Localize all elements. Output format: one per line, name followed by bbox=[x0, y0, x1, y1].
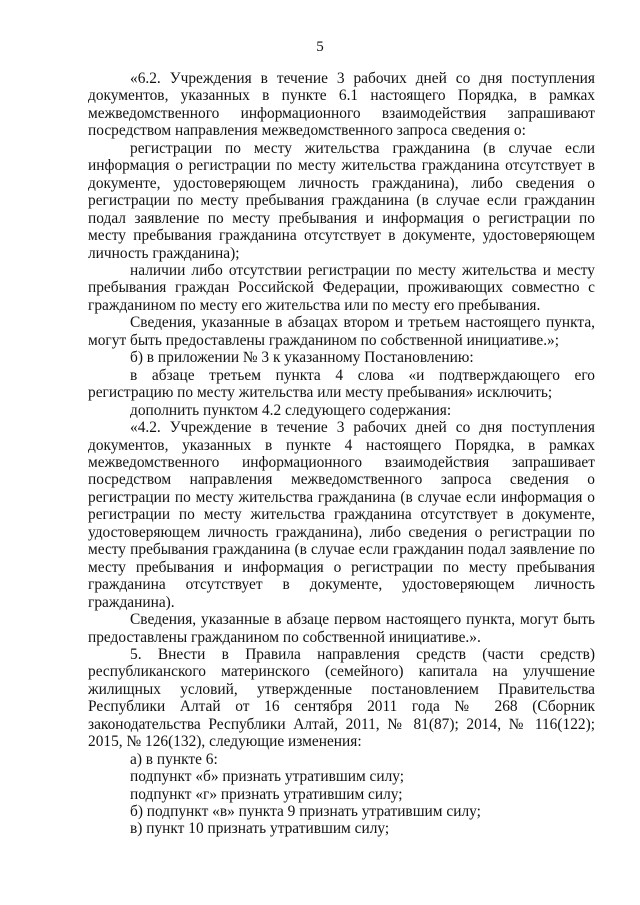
paragraph-6-2: «6.2. Учреждения в течение 3 рабочих дней со дня поступления документов, указанных в пункте 6.1 настоящего Порядка, в рамках межведомственного информационного взаимодействия запрашивают посредством направления межведомственного запроса сведения о: bbox=[88, 70, 595, 140]
paragraph-subitem-g-void: подпункт «г» признать утратившим силу; bbox=[130, 785, 403, 803]
paragraph-subitem-v-item-10: в) пункт 10 признать утратившим силу; bbox=[130, 820, 390, 838]
paragraph-own-initiative: Сведения, указанные в абзацах втором и третьем настоящего пункта, могут быть предоставлены гражданином по собственной инициативе.»; bbox=[88, 314, 595, 349]
paragraph-4-2: «4.2. Учреждение в течение 3 рабочих дней со дня поступления документов, указанных в пункте 4 настоящего Порядка, в рамках межведомственного информационного взаимодействия запрашивает посредством направления межведомственного запроса сведения о регистрации по месту жительства гражданина (в случае если информация о регистрации по месту жительства гражданина отсутствует в документе, удостоверяющем личность гражданина), либо сведения о регистрации по месту пребывания гражданина (в случае если гражданин подал заявление по месту пребывания и информация о регистрации по месту пребывания гражданина отсутствует в документе, удостоверяющем личность гражданина). bbox=[88, 419, 595, 611]
paragraph-residence-registration: регистрации по месту жительства гражданина (в случае если информация о регистрации по месту жительства гражданина отсутствует в документе, удостоверяющем личность гражданина), либо сведения о регистрации по месту пребывания гражданина (в случае если гражданин подал заявление по месту пребывания и информация о регистрации по месту пребывания гражданина отсутствует в документе, удостоверяющем личность гражданина); bbox=[88, 139, 595, 262]
document-body bbox=[88, 70, 595, 838]
paragraph-subitem-a: а) в пункте 6: bbox=[130, 750, 218, 768]
page-number: 5 bbox=[316, 39, 324, 55]
paragraph-item-5: 5. Внести в Правила направления средств (части средств) республиканского материнского (семейного) капитала на улучшение жилищных условий, утвержденные постановлением Правительства Республики Алтай от 16 сентября 2011 года № 268 (Сборник законодательства Республики Алтай, 2011, № 81(87); 2014, № 116(122); 2015, № 126(132), следующие изменения: bbox=[88, 645, 595, 751]
paragraph-appendix-3: б) в приложении № 3 к указанному Постановлению: bbox=[130, 349, 474, 367]
paragraph-item-4-words: в абзаце третьем пункта 4 слова «и подтверждающего его регистрацию по месту жительства или месту пребывания» исключить; bbox=[88, 366, 595, 402]
paragraph-add-4-2: дополнить пунктом 4.2 следующего содержания: bbox=[130, 401, 452, 419]
paragraph-cohabitation-registration: наличии либо отсутствии регистрации по месту жительства и месту пребывания граждан Российской Федерации, проживающих совместно с гражданином по месту его жительства или по месту его пребывания. bbox=[88, 261, 595, 314]
paragraph-own-initiative-2: Сведения, указанные в абзаце первом настоящего пункта, могут быть предоставлены гражданином по собственной инициативе.». bbox=[88, 611, 595, 646]
paragraph-subitem-b-item-9: б) подпункт «в» пункта 9 признать утратившим силу; bbox=[130, 803, 481, 821]
paragraph-subitem-b-void: подпункт «б» признать утратившим силу; bbox=[130, 768, 405, 786]
